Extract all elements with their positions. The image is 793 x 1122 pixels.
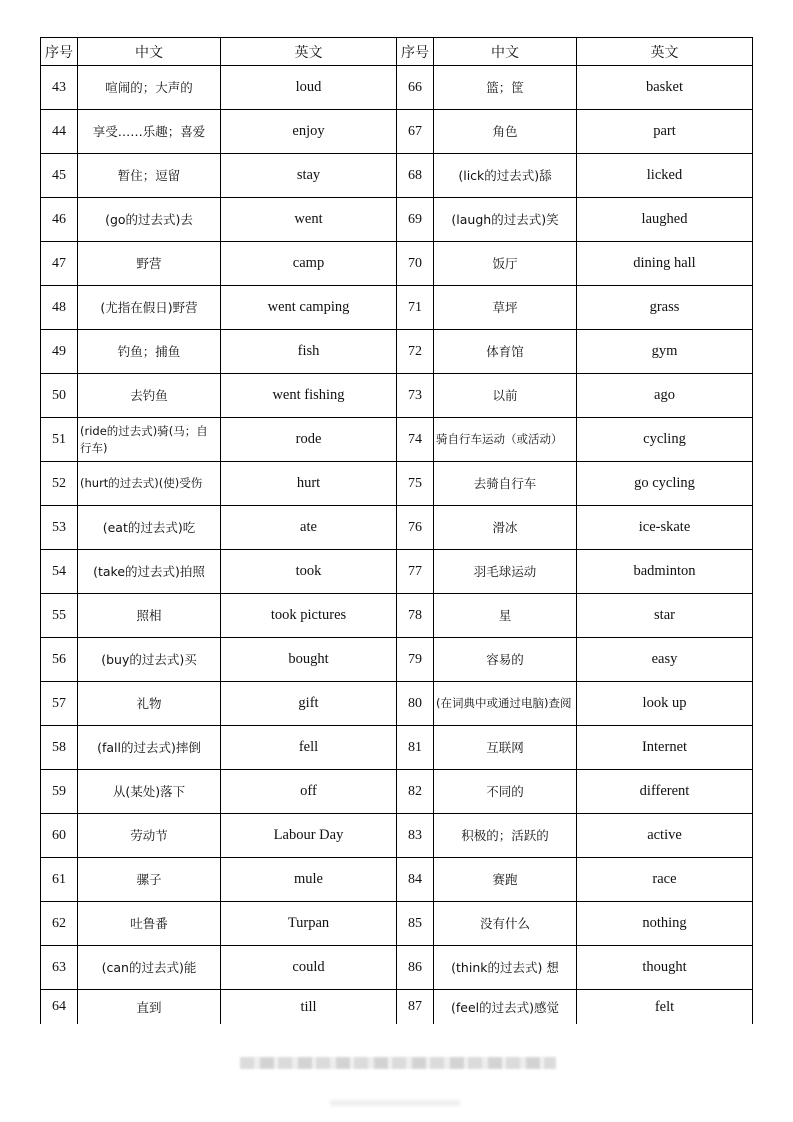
left-zh-cell: 直到 — [78, 990, 221, 1025]
right-no-cell: 77 — [397, 550, 434, 594]
left-zh-cell: 野营 — [78, 242, 221, 286]
right-en-cell: laughed — [577, 198, 753, 242]
right-en-cell: grass — [577, 286, 753, 330]
left-en-cell: went — [221, 198, 397, 242]
left-no-cell: 52 — [41, 462, 78, 506]
left-no-cell: 43 — [41, 66, 78, 110]
blurred-footer-mark — [330, 1100, 460, 1106]
right-no-cell: 73 — [397, 374, 434, 418]
header-zh-left: 中文 — [78, 38, 221, 66]
left-en-cell: bought — [221, 638, 397, 682]
left-zh-cell: (can的过去式)能 — [78, 946, 221, 990]
left-zh-cell: (take的过去式)拍照 — [78, 550, 221, 594]
table-row — [41, 902, 753, 946]
right-zh-cell: 饭厅 — [434, 242, 577, 286]
right-en-cell: Internet — [577, 726, 753, 770]
left-en-cell: hurt — [221, 462, 397, 506]
right-zh-cell: 滑冰 — [434, 506, 577, 550]
left-en-cell: loud — [221, 66, 397, 110]
left-no-cell: 48 — [41, 286, 78, 330]
right-no-cell: 85 — [397, 902, 434, 946]
left-zh-cell: 暂住；逗留 — [78, 154, 221, 198]
table-row — [41, 594, 753, 638]
right-zh-cell: 骑自行车运动（或活动） — [434, 418, 577, 462]
right-zh-cell: 羽毛球运动 — [434, 550, 577, 594]
table-row — [41, 242, 753, 286]
left-en-cell: rode — [221, 418, 397, 462]
table-row — [41, 858, 753, 902]
left-zh-cell: (尤指在假日)野营 — [78, 286, 221, 330]
right-no-cell: 87 — [397, 990, 434, 1025]
vocabulary-table — [40, 37, 753, 1024]
left-en-cell: gift — [221, 682, 397, 726]
right-zh-cell: 以前 — [434, 374, 577, 418]
left-en-cell: went camping — [221, 286, 397, 330]
right-no-cell: 76 — [397, 506, 434, 550]
right-no-cell: 79 — [397, 638, 434, 682]
right-no-cell: 68 — [397, 154, 434, 198]
right-zh-cell: 互联网 — [434, 726, 577, 770]
right-en-cell: go cycling — [577, 462, 753, 506]
left-zh-cell: 礼物 — [78, 682, 221, 726]
table-row — [41, 990, 753, 1025]
table-row — [41, 946, 753, 990]
right-zh-cell: 体育馆 — [434, 330, 577, 374]
right-en-cell: ice-skate — [577, 506, 753, 550]
right-en-cell: active — [577, 814, 753, 858]
right-zh-cell: (lick的过去式)舔 — [434, 154, 577, 198]
right-no-cell: 71 — [397, 286, 434, 330]
right-zh-cell: 角色 — [434, 110, 577, 154]
left-no-cell: 57 — [41, 682, 78, 726]
right-no-cell: 80 — [397, 682, 434, 726]
right-en-cell: licked — [577, 154, 753, 198]
table-row — [41, 374, 753, 418]
header-en-right: 英文 — [577, 38, 753, 66]
left-en-cell: mule — [221, 858, 397, 902]
left-no-cell: 50 — [41, 374, 78, 418]
header-row — [41, 38, 753, 66]
left-no-cell: 64 — [41, 990, 78, 1025]
right-en-cell: thought — [577, 946, 753, 990]
header-en-left: 英文 — [221, 38, 397, 66]
left-zh-cell: (eat的过去式)吃 — [78, 506, 221, 550]
table-row — [41, 638, 753, 682]
right-no-cell: 83 — [397, 814, 434, 858]
table-row — [41, 66, 753, 110]
left-zh-cell: 喧闹的；大声的 — [78, 66, 221, 110]
header-no-left: 序号 — [41, 38, 78, 66]
left-no-cell: 56 — [41, 638, 78, 682]
table-row — [41, 418, 753, 462]
right-no-cell: 84 — [397, 858, 434, 902]
right-zh-cell: 没有什么 — [434, 902, 577, 946]
left-no-cell: 59 — [41, 770, 78, 814]
table-row — [41, 154, 753, 198]
left-no-cell: 49 — [41, 330, 78, 374]
right-zh-cell: 星 — [434, 594, 577, 638]
left-en-cell: camp — [221, 242, 397, 286]
right-no-cell: 78 — [397, 594, 434, 638]
left-en-cell: enjoy — [221, 110, 397, 154]
right-en-cell: dining hall — [577, 242, 753, 286]
right-en-cell: race — [577, 858, 753, 902]
table-row — [41, 682, 753, 726]
right-zh-cell: 不同的 — [434, 770, 577, 814]
left-no-cell: 55 — [41, 594, 78, 638]
right-en-cell: nothing — [577, 902, 753, 946]
table-row — [41, 814, 753, 858]
table-row — [41, 110, 753, 154]
right-en-cell: basket — [577, 66, 753, 110]
left-no-cell: 63 — [41, 946, 78, 990]
left-no-cell: 53 — [41, 506, 78, 550]
right-zh-cell: 去骑自行车 — [434, 462, 577, 506]
left-zh-cell: 照相 — [78, 594, 221, 638]
left-en-cell: could — [221, 946, 397, 990]
right-en-cell: ago — [577, 374, 753, 418]
right-en-cell: part — [577, 110, 753, 154]
table-row — [41, 286, 753, 330]
left-zh-cell: 骡子 — [78, 858, 221, 902]
left-zh-cell: (hurt的过去式)(使)受伤 — [78, 462, 221, 506]
right-zh-cell: 容易的 — [434, 638, 577, 682]
right-no-cell: 74 — [397, 418, 434, 462]
left-no-cell: 44 — [41, 110, 78, 154]
table-row — [41, 506, 753, 550]
right-no-cell: 70 — [397, 242, 434, 286]
left-zh-cell: 吐鲁番 — [78, 902, 221, 946]
right-zh-cell: (在词典中或通过电脑)查阅 — [434, 682, 577, 726]
left-en-cell: off — [221, 770, 397, 814]
left-zh-cell: (go的过去式)去 — [78, 198, 221, 242]
left-en-cell: stay — [221, 154, 397, 198]
left-en-cell: took pictures — [221, 594, 397, 638]
left-en-cell: fish — [221, 330, 397, 374]
right-zh-cell: 草坪 — [434, 286, 577, 330]
left-no-cell: 47 — [41, 242, 78, 286]
left-no-cell: 61 — [41, 858, 78, 902]
right-no-cell: 75 — [397, 462, 434, 506]
right-en-cell: badminton — [577, 550, 753, 594]
right-no-cell: 86 — [397, 946, 434, 990]
right-zh-cell: 赛跑 — [434, 858, 577, 902]
left-en-cell: took — [221, 550, 397, 594]
right-en-cell: cycling — [577, 418, 753, 462]
left-zh-cell: 去钓鱼 — [78, 374, 221, 418]
left-en-cell: ate — [221, 506, 397, 550]
left-zh-cell: (ride的过去式)骑(马；自行车) — [78, 418, 221, 462]
right-zh-cell: (laugh的过去式)笑 — [434, 198, 577, 242]
right-zh-cell: 积极的；活跃的 — [434, 814, 577, 858]
left-zh-cell: (buy的过去式)买 — [78, 638, 221, 682]
left-no-cell: 60 — [41, 814, 78, 858]
left-zh-cell: 劳动节 — [78, 814, 221, 858]
left-no-cell: 45 — [41, 154, 78, 198]
right-en-cell: look up — [577, 682, 753, 726]
left-no-cell: 51 — [41, 418, 78, 462]
left-en-cell: fell — [221, 726, 397, 770]
right-en-cell: gym — [577, 330, 753, 374]
left-no-cell: 46 — [41, 198, 78, 242]
right-no-cell: 67 — [397, 110, 434, 154]
right-en-cell: star — [577, 594, 753, 638]
header-zh-right: 中文 — [434, 38, 577, 66]
left-no-cell: 58 — [41, 726, 78, 770]
left-en-cell: till — [221, 990, 397, 1025]
right-no-cell: 81 — [397, 726, 434, 770]
table-row — [41, 726, 753, 770]
right-no-cell: 72 — [397, 330, 434, 374]
table-row — [41, 770, 753, 814]
left-en-cell: Labour Day — [221, 814, 397, 858]
left-no-cell: 62 — [41, 902, 78, 946]
table-row — [41, 550, 753, 594]
table-row — [41, 330, 753, 374]
left-zh-cell: 享受……乐趣；喜爱 — [78, 110, 221, 154]
right-no-cell: 69 — [397, 198, 434, 242]
left-zh-cell: (fall的过去式)摔倒 — [78, 726, 221, 770]
right-en-cell: different — [577, 770, 753, 814]
right-en-cell: easy — [577, 638, 753, 682]
left-zh-cell: 从(某处)落下 — [78, 770, 221, 814]
right-no-cell: 66 — [397, 66, 434, 110]
table-row — [41, 198, 753, 242]
header-no-right: 序号 — [397, 38, 434, 66]
left-en-cell: Turpan — [221, 902, 397, 946]
right-no-cell: 82 — [397, 770, 434, 814]
left-no-cell: 54 — [41, 550, 78, 594]
left-zh-cell: 钓鱼；捕鱼 — [78, 330, 221, 374]
left-en-cell: went fishing — [221, 374, 397, 418]
blurred-footer-text — [240, 1057, 556, 1069]
right-zh-cell: (feel的过去式)感觉 — [434, 990, 577, 1025]
right-zh-cell: (think的过去式) 想 — [434, 946, 577, 990]
right-zh-cell: 篮；筐 — [434, 66, 577, 110]
table-row — [41, 462, 753, 506]
right-en-cell: felt — [577, 990, 753, 1025]
